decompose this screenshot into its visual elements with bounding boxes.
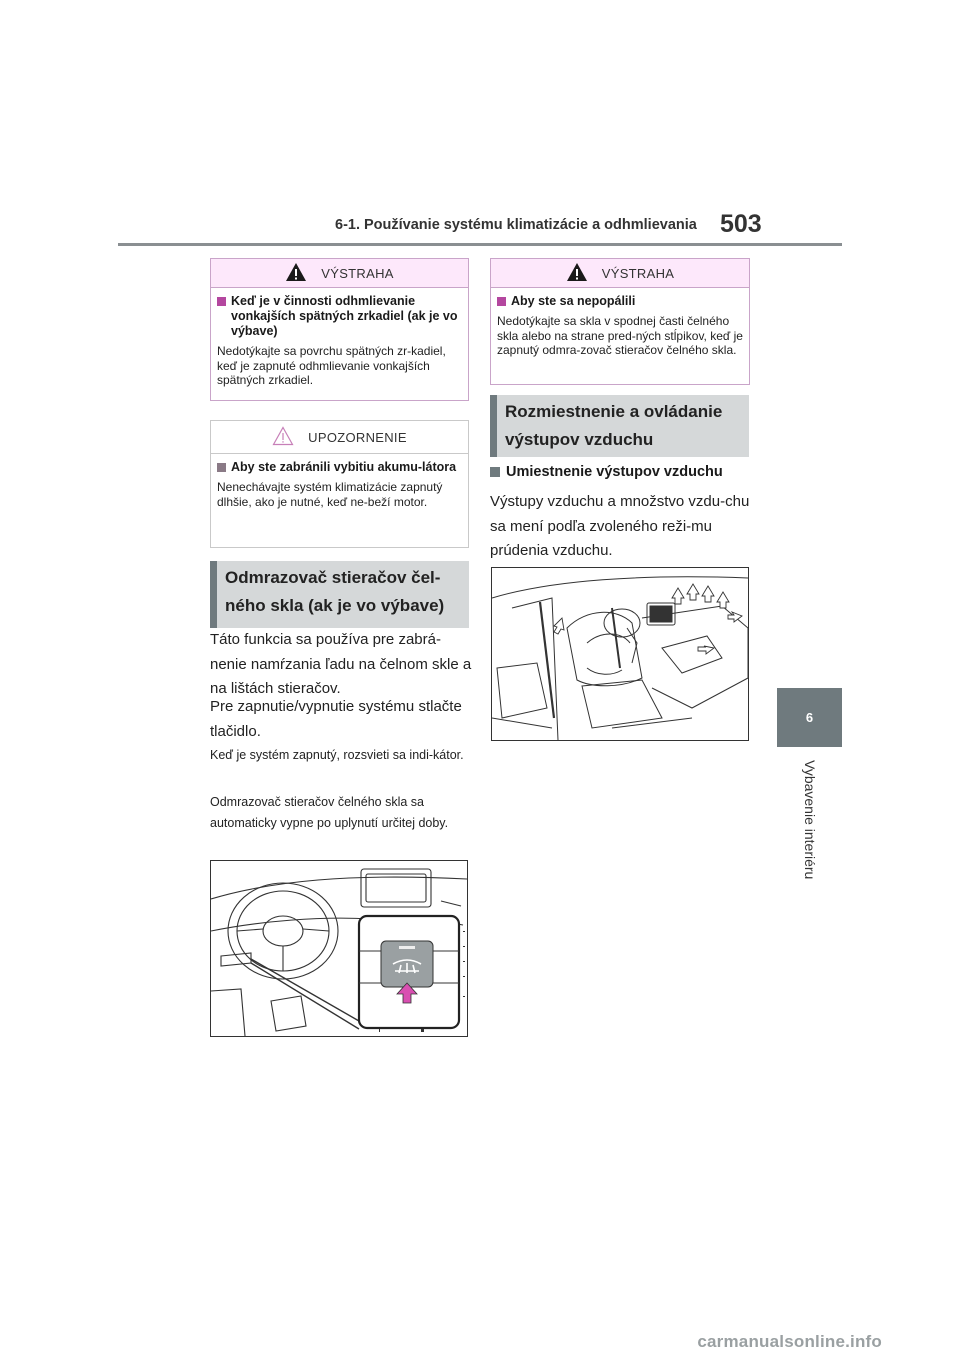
chapter-label-wrap (770, 760, 850, 900)
paragraph-function: Táto funkcia sa používa pre zabrá-nenie namŕzania ľadu na čelnom skle a na lištách stieračov. (210, 631, 472, 697)
note-auto-off: Odmrazovač stieračov čelného skla sa automaticky vypne po uplynutí určitej doby. (210, 795, 449, 830)
chapter-label: Vybavenie interiéru (802, 760, 818, 880)
caution-box-subtitle: Aby ste zabránili vybitiu akumu-látora (217, 460, 462, 475)
warning-box-text-right: Nedotýkajte sa skla v spodnej časti čelného skla alebo na strane pred-ných stĺpikov, keď je zapnutý odmra-zovač stieračov čelného skla. (497, 314, 743, 357)
note-indicator: Keď je systém zapnutý, rozsvieti sa indi-kátor. (210, 748, 464, 762)
warning-box-text: Nedotýkajte sa povrchu spätných zr-kadiel, keď je zapnuté odhmlievanie vonkajších spätných zrkadiel. (217, 344, 446, 387)
watermark: carmanualsonline.info (697, 1332, 882, 1351)
caution-triangle-icon (272, 426, 294, 446)
deicer-button-illustration (210, 860, 468, 1037)
caution-box-title: UPOZORNENIE (308, 429, 407, 445)
caution-box (210, 420, 469, 548)
chapter-tab[interactable] (777, 688, 842, 747)
page-number: 503 (720, 210, 762, 238)
warning-triangle-icon (285, 262, 307, 282)
warning-box-subtitle-right: Aby ste sa nepopálili (497, 294, 743, 309)
warning-box-header (211, 259, 468, 288)
paragraph-airflow: Výstupy vzduchu a množstvo vzdu-chu sa mení podľa zvoleného reži-mu prúdenia vzduchu. (490, 493, 750, 559)
section-heading-air-outlets: Rozmiestnenie a ovládanie výstupov vzduchu (490, 395, 749, 457)
warning-box-left (210, 258, 469, 401)
caution-box-text: Nenechávajte systém klimatizácie zapnutý dlhšie, ako je nutné, keď ne-beží motor. (217, 480, 443, 509)
warning-box-subtitle: Keď je v činnosti odhmlievanie vonkajších spätných zrkadiel (ak je vo výbave) (217, 294, 462, 339)
subheading-outlet-location: Umiestnenie výstupov vzduchu (490, 462, 768, 482)
interior-drawing (492, 568, 748, 740)
airflow-arrow-icon (554, 584, 742, 654)
dashboard-drawing (211, 861, 467, 1036)
section-heading-wiper-deicer: Odmrazovač stieračov čel-ného skla (ak je vo výbave) (210, 561, 469, 628)
header-rule (118, 243, 842, 246)
warning-triangle-icon (566, 262, 588, 282)
paragraph-toggle: Pre zapnutie/vypnutie systému stlačte tlačidlo. (210, 698, 462, 740)
chapter-number: 6 (805, 710, 814, 725)
warning-box-right (490, 258, 750, 385)
warning-box-title: VÝSTRAHA (321, 265, 394, 281)
section-title: 6-1. Používanie systému klimatizácie a odhmlievania (335, 217, 697, 233)
warning-box-title-right: VÝSTRAHA (601, 265, 675, 281)
air-outlets-illustration (491, 567, 749, 741)
caution-box-header (211, 421, 468, 454)
warning-box-header-right (491, 259, 749, 288)
